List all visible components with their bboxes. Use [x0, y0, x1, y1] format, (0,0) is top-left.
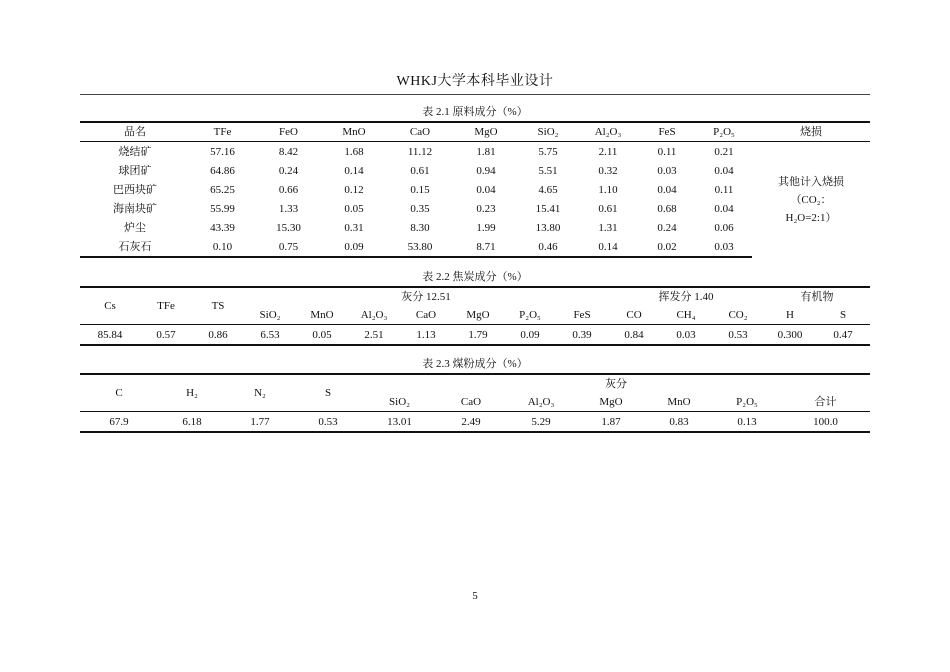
- table-cell: 0.11: [714, 183, 734, 196]
- table2-subheader-cell: H: [786, 309, 794, 321]
- table-cell: 5.75: [538, 145, 558, 158]
- table1-header-cell: MnO: [322, 122, 386, 142]
- table-cell: 11.12: [407, 145, 433, 158]
- table-cell: 0.04: [657, 183, 677, 196]
- table-row: [80, 161, 870, 180]
- table-cell: 0.53: [294, 412, 362, 433]
- table-cell: 1.33: [278, 202, 299, 215]
- table-cell: 0.21: [714, 145, 734, 158]
- table-cell: 1.10: [598, 183, 618, 196]
- table2-header-cell: TFe: [140, 287, 192, 325]
- table3-caption: 表 2.3 煤粉成分（%）: [422, 358, 528, 370]
- table2-subheader-cell: MnO: [310, 309, 334, 321]
- table2-subheader-cell: CH₄: [676, 309, 696, 321]
- table-cell: 0.47: [816, 325, 870, 346]
- table-cell: 0.94: [476, 164, 496, 177]
- table-cell: 0.75: [255, 237, 322, 257]
- table2-subheader-cell: CaO: [415, 309, 437, 321]
- table2-subheader-cell: P₂O₅: [519, 309, 541, 321]
- table-cell: 5.29: [505, 412, 577, 433]
- table-cell: 1.87: [577, 412, 645, 433]
- table-cell: 0.02: [638, 237, 696, 257]
- table-cell: 0.14: [578, 237, 638, 257]
- table3-coal-powder-composition: [80, 373, 870, 433]
- table2-group-row: [80, 287, 870, 306]
- table-cell: 0.09: [322, 237, 386, 257]
- table2-ash-group-header: 灰分 12.51: [244, 287, 608, 306]
- table-cell: 0.06: [714, 221, 734, 234]
- table1-caption: 表 2.1 原料成分（%）: [422, 106, 528, 118]
- table-cell: 0.24: [278, 164, 299, 177]
- table2-caption: 表 2.2 焦炭成分（%）: [422, 271, 528, 283]
- table3-header-cell: C: [80, 374, 158, 412]
- table-cell: 球团矿: [118, 164, 152, 177]
- table-cell: 0.03: [696, 237, 752, 257]
- table3-subheader-cell: CaO: [460, 396, 482, 408]
- table2-subheader-cell: MgO: [466, 309, 490, 321]
- table-cell: 1.99: [476, 221, 496, 234]
- table3-header-cell: N₂: [226, 374, 294, 412]
- table2-header-cell: TS: [192, 287, 244, 325]
- table1-header-cell: SiO₂: [518, 122, 578, 142]
- table2-coke-composition: [80, 286, 870, 346]
- table2-subheader-cell: SiO₂: [259, 309, 281, 321]
- table-cell: 100.0: [781, 412, 870, 433]
- table-cell: 0.53: [712, 325, 764, 346]
- loss-note-line: （CO₂：: [790, 193, 832, 206]
- table-row: [80, 237, 870, 257]
- table-cell: 0.05: [296, 325, 348, 346]
- table-cell: 8.30: [410, 221, 430, 234]
- table-cell: 1.77: [226, 412, 294, 433]
- table-cell: 13.80: [535, 221, 561, 234]
- table3-header-cell: S: [294, 374, 362, 412]
- table-cell: 1.31: [598, 221, 618, 234]
- table-cell: 2.49: [437, 412, 505, 433]
- table3-ash-group-header: 灰分: [362, 374, 870, 393]
- table-row: [80, 218, 870, 237]
- table2-subheader-cell: CO₂: [728, 309, 748, 321]
- table-cell: 0.66: [278, 183, 299, 196]
- table-cell: 石灰石: [80, 237, 190, 257]
- loss-note-cell: [752, 142, 870, 258]
- table1-raw-material-composition: [80, 121, 870, 258]
- table3-subheader-cell: Al₂O₃: [527, 396, 555, 408]
- table-cell: 0.84: [608, 325, 660, 346]
- table-cell: 1.81: [476, 145, 496, 158]
- table-cell: 0.39: [556, 325, 608, 346]
- table-cell: 55.99: [210, 202, 235, 215]
- table1-header-cell: CaO: [386, 122, 454, 142]
- table-cell: 0.61: [598, 202, 618, 215]
- table-cell: 海南块矿: [113, 202, 157, 215]
- table-cell: 0.04: [476, 183, 496, 196]
- table-cell: 64.86: [210, 164, 235, 177]
- table3-subheader-cell: MnO: [667, 396, 691, 408]
- table-row: [80, 325, 870, 346]
- table-cell: 0.15: [410, 183, 430, 196]
- table-cell: 0.300: [764, 325, 816, 346]
- table-cell: 0.13: [713, 412, 781, 433]
- page-header-title: WHKJ大学本科毕业设计: [396, 74, 554, 89]
- table-cell: 0.14: [344, 164, 364, 177]
- table2-subheader-cell: S: [839, 309, 847, 321]
- table3-subheader-cell: 合计: [814, 396, 837, 408]
- table1-header-cell: FeS: [638, 122, 696, 142]
- table2-volatile-group-header: 挥发分 1.40: [608, 287, 764, 306]
- table3-group-row: [80, 374, 870, 393]
- table-cell: 43.39: [210, 221, 235, 234]
- table-cell: 67.9: [80, 412, 158, 433]
- table-cell: 8.71: [454, 237, 518, 257]
- table3-subheader-cell: P₂O₅: [736, 396, 758, 408]
- table-cell: 1.13: [400, 325, 452, 346]
- table-cell: 0.11: [657, 145, 677, 158]
- table2-subheader-cell: Al₂O₃: [360, 309, 388, 321]
- table1-header-cell: 品名: [80, 122, 190, 142]
- table-cell: 0.03: [657, 164, 677, 177]
- header-divider: [80, 94, 870, 95]
- table-cell: 1.68: [344, 145, 364, 158]
- table-cell: 0.12: [344, 183, 364, 196]
- loss-note-line: 其他计入烧损: [778, 175, 844, 188]
- table-cell: 0.35: [410, 202, 430, 215]
- table2-organic-group-header: 有机物: [764, 287, 870, 306]
- table-cell: 巴西块矿: [113, 183, 157, 196]
- table-cell: 0.10: [190, 237, 255, 257]
- table1-header-row: [80, 122, 870, 142]
- table-cell: 0.46: [518, 237, 578, 257]
- table3-subheader-cell: MgO: [599, 396, 623, 408]
- table-cell: 8.42: [278, 145, 299, 158]
- table-cell: 炉尘: [124, 221, 146, 234]
- table2-subheader-cell: FeS: [573, 309, 591, 321]
- page-number: 5: [472, 590, 478, 602]
- table-row: [80, 412, 870, 433]
- table2-subheader-cell: CO: [626, 309, 642, 321]
- table-cell: 13.01: [362, 412, 437, 433]
- table3-subheader-cell: SiO₂: [389, 396, 410, 408]
- table-cell: 0.05: [344, 202, 364, 215]
- table-row: [80, 199, 870, 218]
- table-cell: 0.24: [657, 221, 677, 234]
- table-row: [80, 180, 870, 199]
- table-cell: 6.53: [244, 325, 296, 346]
- table1-header-cell: P₂O₅: [696, 122, 752, 142]
- table-cell: 2.11: [598, 145, 618, 158]
- table-cell: 0.68: [657, 202, 677, 215]
- table1-header-cell: FeO: [255, 122, 322, 142]
- table-cell: 0.61: [410, 164, 430, 177]
- table-cell: 57.16: [210, 145, 235, 158]
- table-cell: 0.04: [714, 164, 734, 177]
- table-cell: 0.09: [504, 325, 556, 346]
- table3-header-cell: H₂: [158, 374, 226, 412]
- table-cell: 65.25: [210, 183, 235, 196]
- table-cell: 0.32: [598, 164, 618, 177]
- table-cell: 0.86: [192, 325, 244, 346]
- table-cell: 烧结矿: [118, 145, 152, 158]
- table-cell: 0.83: [645, 412, 713, 433]
- table-cell: 5.51: [538, 164, 558, 177]
- table-cell: 85.84: [80, 325, 140, 346]
- table1-header-cell: TFe: [190, 122, 255, 142]
- table-cell: 4.65: [538, 183, 558, 196]
- table-cell: 15.30: [276, 221, 301, 234]
- table-cell: 1.79: [452, 325, 504, 346]
- table-cell: 15.41: [535, 202, 561, 215]
- table-cell: 0.31: [344, 221, 364, 234]
- table1-header-cell: MgO: [454, 122, 518, 142]
- table1-header-cell: 烧损: [752, 122, 870, 142]
- table1-header-cell: Al₂O₃: [578, 122, 638, 142]
- loss-note-line: H₂O=2:1）: [785, 211, 837, 224]
- table-cell: 0.04: [714, 202, 734, 215]
- table-cell: 53.80: [386, 237, 454, 257]
- table-cell: 6.18: [158, 412, 226, 433]
- table-cell: 0.57: [140, 325, 192, 346]
- table2-header-cell: Cs: [80, 287, 140, 325]
- table-row: [80, 142, 870, 162]
- table-cell: 2.51: [348, 325, 400, 346]
- table-cell: 0.23: [476, 202, 496, 215]
- table-cell: 0.03: [660, 325, 712, 346]
